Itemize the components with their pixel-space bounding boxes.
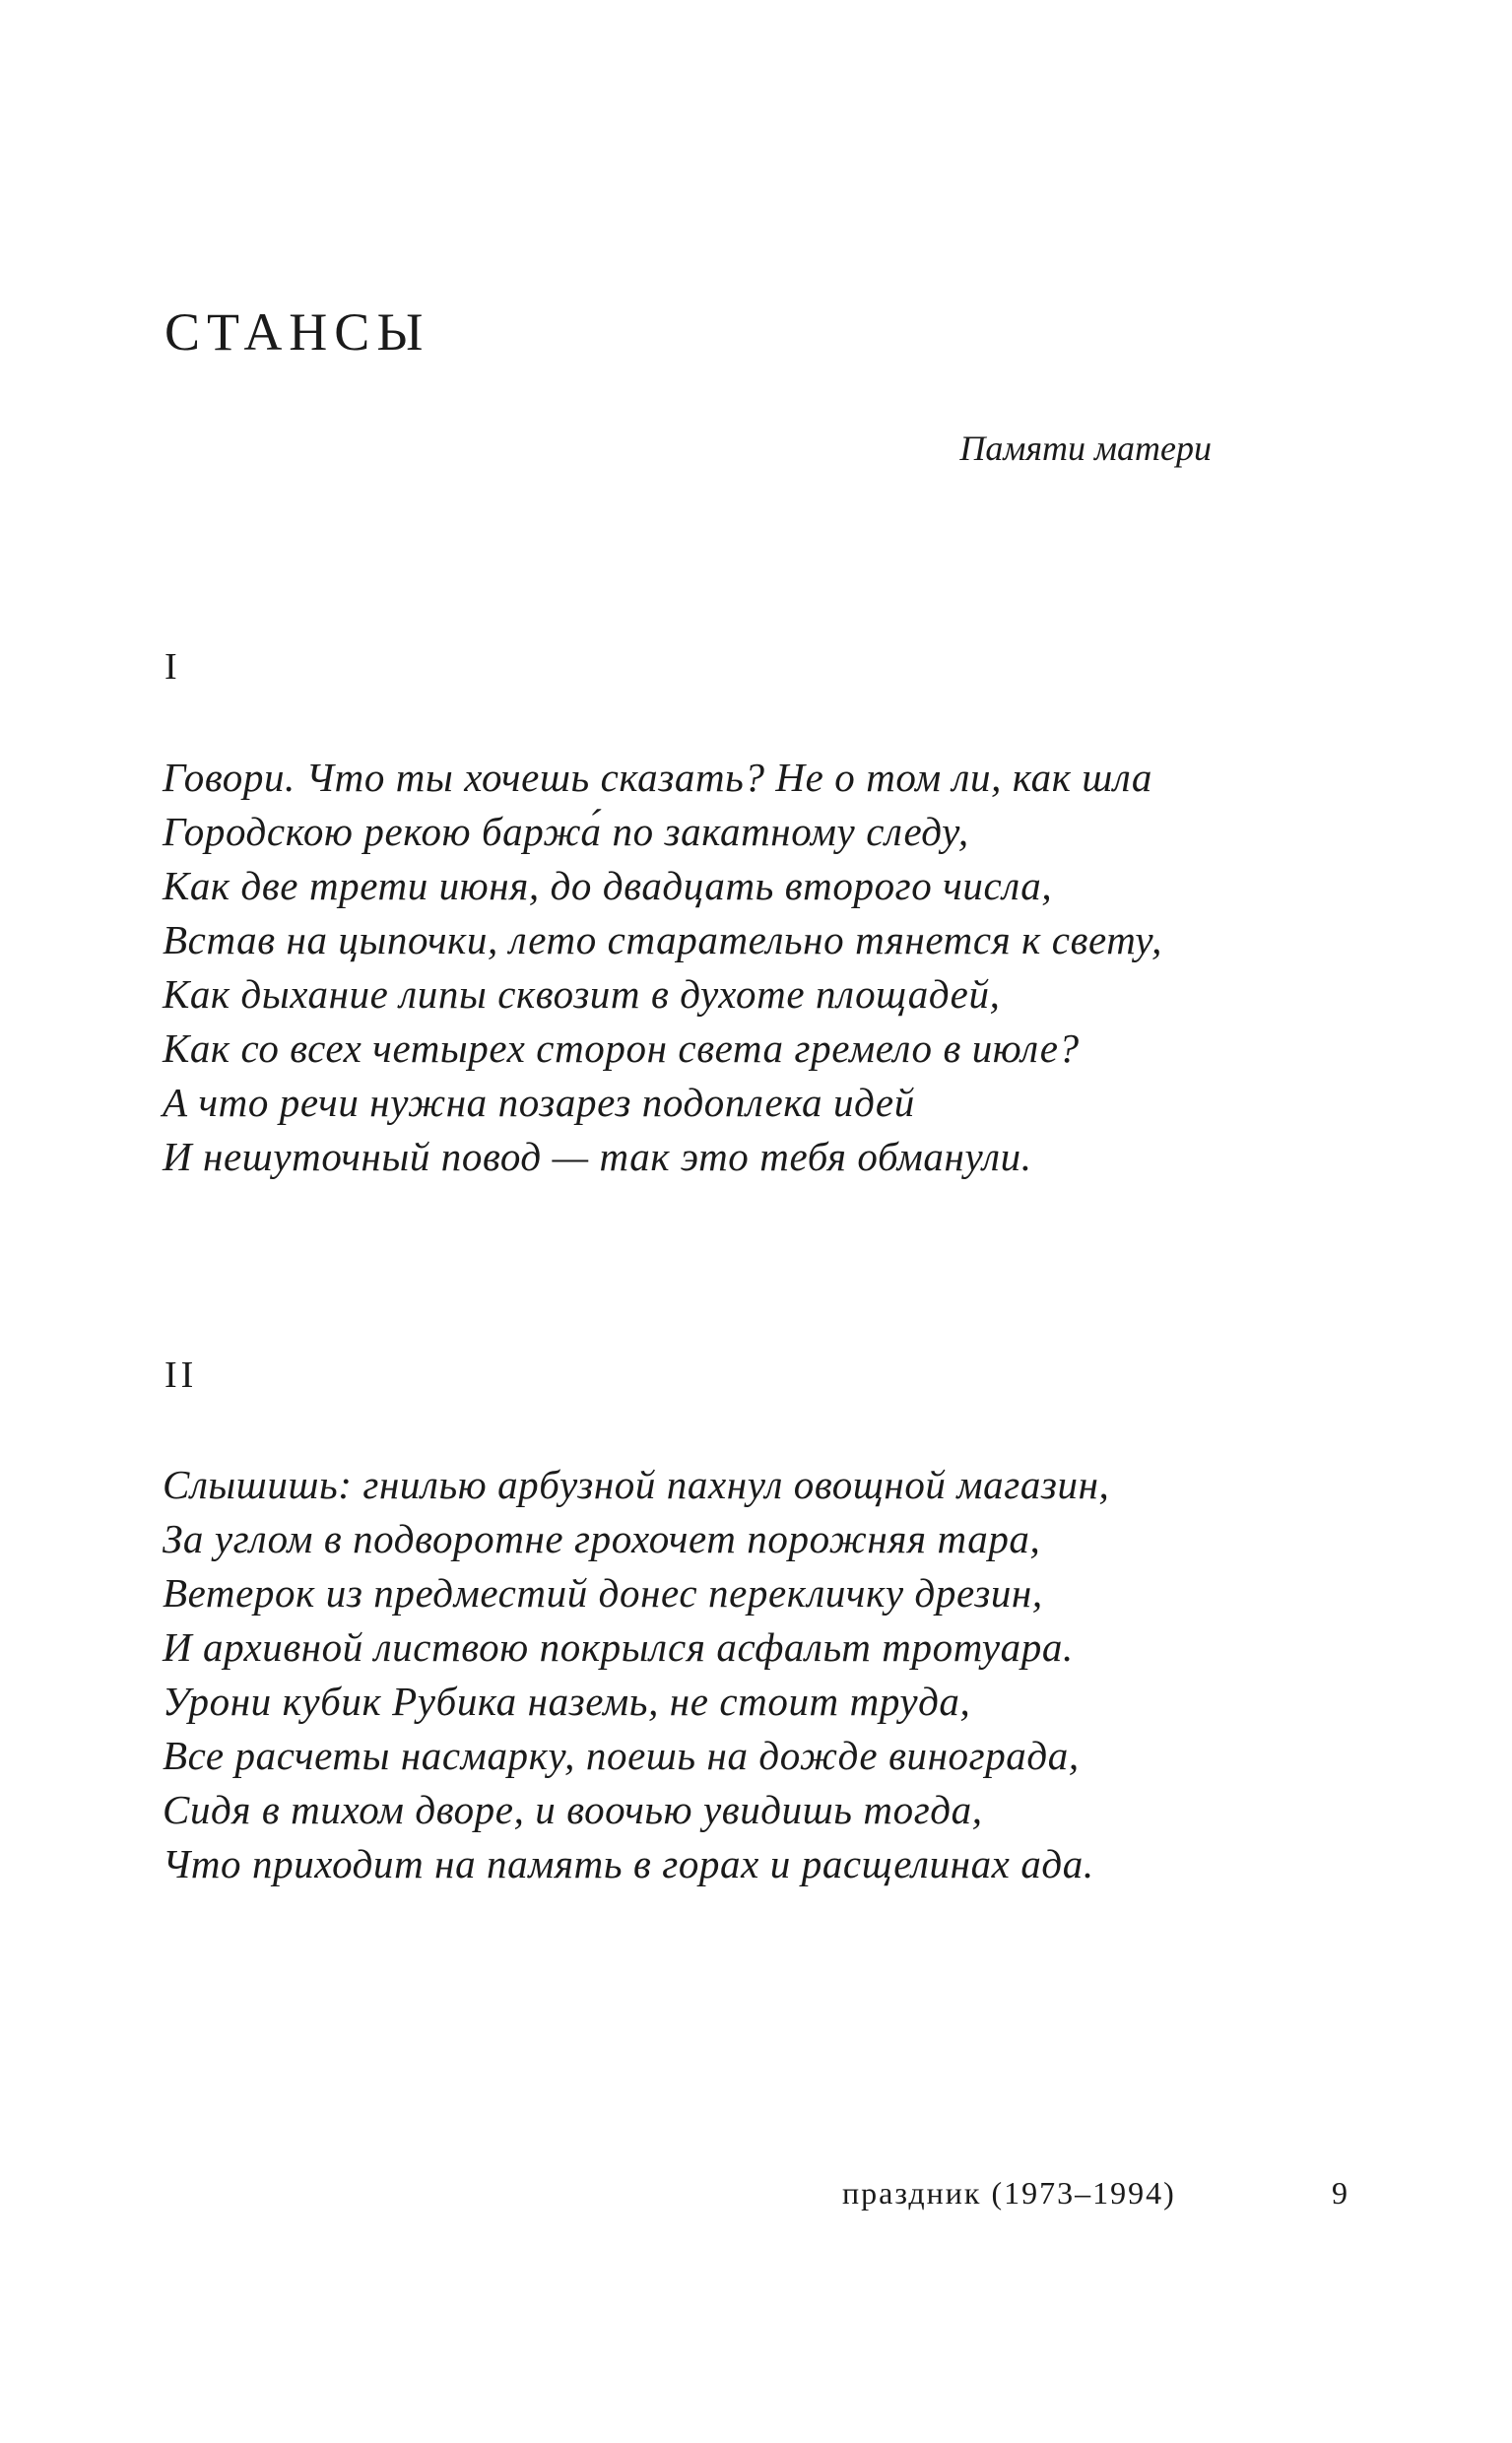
poem-line: Что приходит на память в горах и расщелинах ада.	[163, 1841, 1094, 1886]
poem-line: За углом в подворотне грохочет порожняя тара,	[163, 1516, 1041, 1561]
poem-line: Урони кубик Рубика наземь, не стоит труда,	[163, 1679, 971, 1724]
poem-line: Как две трети июня, до двадцать второго числа,	[163, 863, 1053, 908]
poem-line: И нешуточный повод — так это тебя обманули.	[163, 1134, 1032, 1179]
poem-line: Как дыхание липы сквозит в духоте площадей,	[163, 971, 1001, 1017]
section-numeral-2: II	[164, 1354, 198, 1396]
poem-line: И архивной листвою покрылся асфальт тротуара.	[163, 1624, 1074, 1670]
poem-line: Сидя в тихом дворе, и воочью увидишь тогда,	[163, 1787, 983, 1832]
poem-line: Слышишь: гнилью арбузной пахнул овощной магазин,	[163, 1462, 1110, 1507]
stanza-2	[163, 1458, 1109, 1891]
poem-line: Городскою рекою баржа́ по закатному следу,	[163, 809, 969, 854]
stanza-1	[163, 751, 1162, 1184]
poem-line: Как со всех четырех сторон света гремело в июле?	[163, 1025, 1080, 1071]
poem-title: СТАНСЫ	[164, 302, 430, 362]
poem-line: Все расчеты насмарку, поешь на дожде винограда,	[163, 1733, 1080, 1778]
running-head: праздник (1973–1994)	[842, 2175, 1176, 2211]
poem-line: А что речи нужна позарез подоплека идей	[163, 1080, 915, 1125]
section-numeral-1: I	[164, 646, 181, 688]
poem-line: Ветерок из предместий донес перекличку дрезин,	[163, 1570, 1043, 1616]
poem-line: Встав на цыпочки, лето старательно тянется к свету,	[163, 917, 1163, 962]
poem-dedication: Памяти матери	[959, 429, 1212, 468]
page-number: 9	[1332, 2175, 1348, 2211]
poem-line: Говори. Что ты хочешь сказать? Не о том ли, как шла	[163, 755, 1152, 800]
